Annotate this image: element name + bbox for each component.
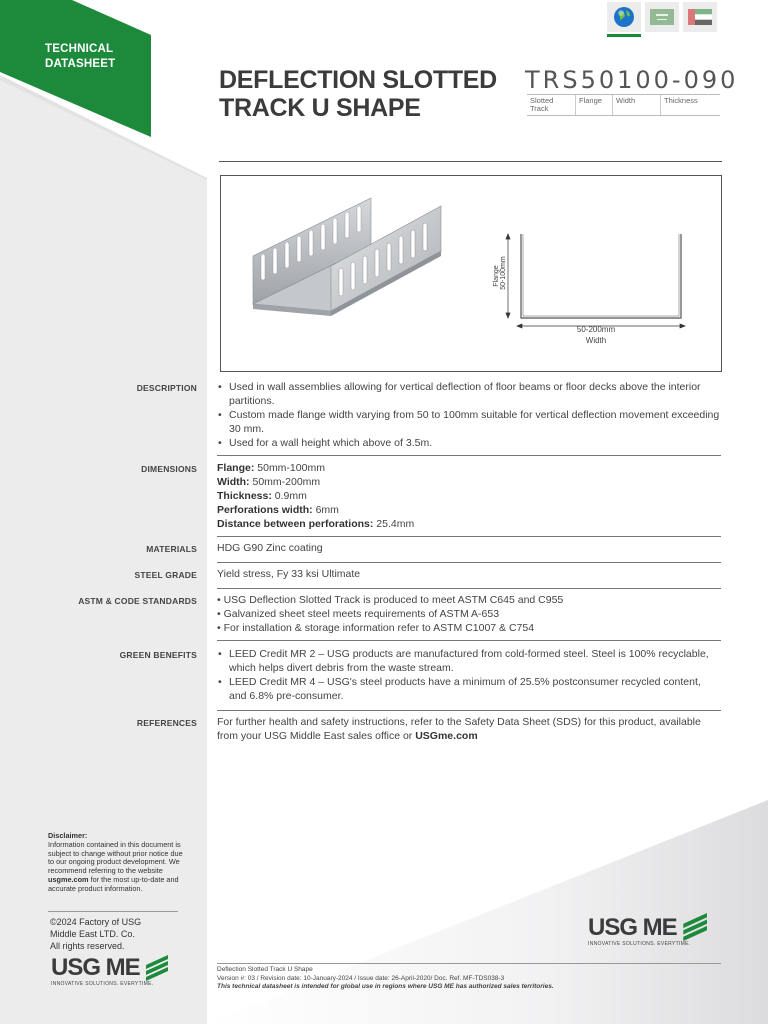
flange-value: 50-100mm <box>500 256 507 290</box>
steel-grade-value: Yield stress, Fy 33 ksi Ultimate <box>217 568 361 580</box>
green-benefits-label: GREEN BENEFITS <box>119 650 197 660</box>
logo-text: USG ME <box>51 954 140 981</box>
banner-line-1: TECHNICAL <box>45 43 114 55</box>
disclaimer-site[interactable]: usgme.com <box>48 874 89 884</box>
code-part-width: Width <box>613 95 661 115</box>
dimensions-content <box>217 461 720 531</box>
globe-flag-button[interactable] <box>607 2 641 32</box>
divider <box>217 710 721 711</box>
footer-notice: This technical datasheet is intended for global use in regions where USG ME has authorized sales territories. <box>217 983 554 990</box>
page-title <box>219 66 497 122</box>
banner-text <box>45 42 115 72</box>
width-label: Width <box>585 336 607 345</box>
divider <box>217 455 721 456</box>
green-benefits-content <box>217 647 720 703</box>
description-item: • Used in wall assemblies allowing for vertical deflection of floor beams or floor decks above the interior partitions. <box>217 380 720 408</box>
disclaimer-heading: Disclaimer: <box>48 831 88 840</box>
uae-flag-icon <box>688 9 712 25</box>
materials-label: MATERIALS <box>146 544 197 554</box>
description-item: • Custom made flange width varying from 50 to 100mm suitable for vertical deflection movement exceeding 30 mm. <box>217 408 720 436</box>
language-flags <box>607 2 717 32</box>
dimensions-label: DIMENSIONS <box>141 464 197 474</box>
logo-tagline: INNOVATIVE SOLUTIONS. EVERYTIME. <box>51 981 154 987</box>
dim-flange: Flange: 50mm-100mm <box>217 462 325 474</box>
description-content <box>217 380 720 450</box>
astm-item: • For installation & storage information refer to ASTM C1007 & C754 <box>217 622 535 634</box>
disclaimer <box>48 832 183 894</box>
disclaimer-text: Information contained in this document is subject to change without prior notice due to our ongoing product development. We recommend referring to the website <box>48 839 183 876</box>
steel-grade-label: STEEL GRADE <box>134 570 197 580</box>
title-divider <box>219 161 722 162</box>
copyright-line-3: All rights reserved. <box>50 941 125 951</box>
banner-line-2: DATASHEET <box>45 58 116 70</box>
divider <box>217 640 721 641</box>
usg-me-logo-left <box>51 955 168 987</box>
green-benefit-item: • LEED Credit MR 2 – USG products are manufactured from cold-formed steel. Steel is 100% recyclable, which helps divert debris from the waste stream. <box>217 647 720 675</box>
green-benefit-item: • LEED Credit MR 4 – USG's steel products have a minimum of 25.5% postconsumer recycled content, and 6.8% pre-consumer. <box>217 675 720 703</box>
code-part-slotted-track: Slotted Track <box>527 95 576 115</box>
description-label: DESCRIPTION <box>136 383 197 393</box>
divider <box>217 562 721 563</box>
references-text: For further health and safety instructions, refer to the Safety Data Sheet (SDS) for this product, available from your USG Middle East sales office or <box>217 716 701 742</box>
footer-divider <box>217 963 721 964</box>
logo-stripes-icon <box>679 913 707 941</box>
materials-value: HDG G90 Zinc coating <box>217 542 323 554</box>
references-label: REFERENCES <box>136 718 197 728</box>
astm-item: • Galvanized sheet steel meets requirements of ASTM A-653 <box>217 608 500 620</box>
title-line-2: TRACK U SHAPE <box>219 94 421 122</box>
product-code: TRS50100-090 <box>525 66 739 94</box>
code-part-flange: Flange <box>576 95 613 115</box>
flange-label: Flange <box>493 265 500 287</box>
footer-doc-title: Deflection Slotted Track U Shape <box>217 966 313 973</box>
copyright <box>50 916 141 952</box>
divider <box>217 536 721 537</box>
disclaimer-divider <box>48 911 178 912</box>
dim-thickness: Thickness: 0.9mm <box>217 490 307 502</box>
globe-icon <box>613 6 635 28</box>
logo-stripes-icon <box>142 955 168 981</box>
logo-text: USG ME <box>588 914 677 941</box>
usg-me-logo-right <box>588 913 707 947</box>
footer <box>217 966 554 992</box>
astm-content <box>217 593 720 635</box>
dim-perforations-width: Perforations width: 6mm <box>217 504 339 516</box>
dim-width: Width: 50mm-200mm <box>217 476 321 488</box>
logo-tagline: INNOVATIVE SOLUTIONS. EVERYTIME. <box>588 941 691 947</box>
disclaimer-text-after: for the most up-to-date and accurate product information. <box>48 874 179 893</box>
product-image-box <box>220 175 722 372</box>
dim-perforation-distance: Distance between perforations: 25.4mm <box>217 518 415 530</box>
copyright-line-1: ©2024 Factory of USG <box>50 917 142 927</box>
divider <box>217 588 721 589</box>
saudi-flag-button[interactable] <box>645 2 679 32</box>
footer-version: Version #: 03 / Revision date: 10-January-2024 / Issue date: 26-April-2020/ Doc. Ref. MF-TDS038-3 <box>217 974 505 982</box>
references-link[interactable]: USGme.com <box>415 730 478 742</box>
astm-label: ASTM & CODE STANDARDS <box>78 596 197 606</box>
track-illustration <box>221 176 721 371</box>
astm-item: • USG Deflection Slotted Track is produced to meet ASTM C645 and C955 <box>217 594 564 606</box>
width-value: 50-200mm <box>576 325 616 334</box>
saudi-flag-icon <box>650 9 674 25</box>
uae-flag-button[interactable] <box>683 2 717 32</box>
description-item: • Used for a wall height which above of 3.5m. <box>217 436 720 450</box>
code-legend <box>527 94 720 116</box>
code-part-thickness: Thickness <box>664 96 698 105</box>
copyright-line-2: Middle East LTD. Co. <box>50 929 135 939</box>
references-content <box>217 715 720 743</box>
title-line-1: DEFLECTION SLOTTED <box>219 66 497 94</box>
